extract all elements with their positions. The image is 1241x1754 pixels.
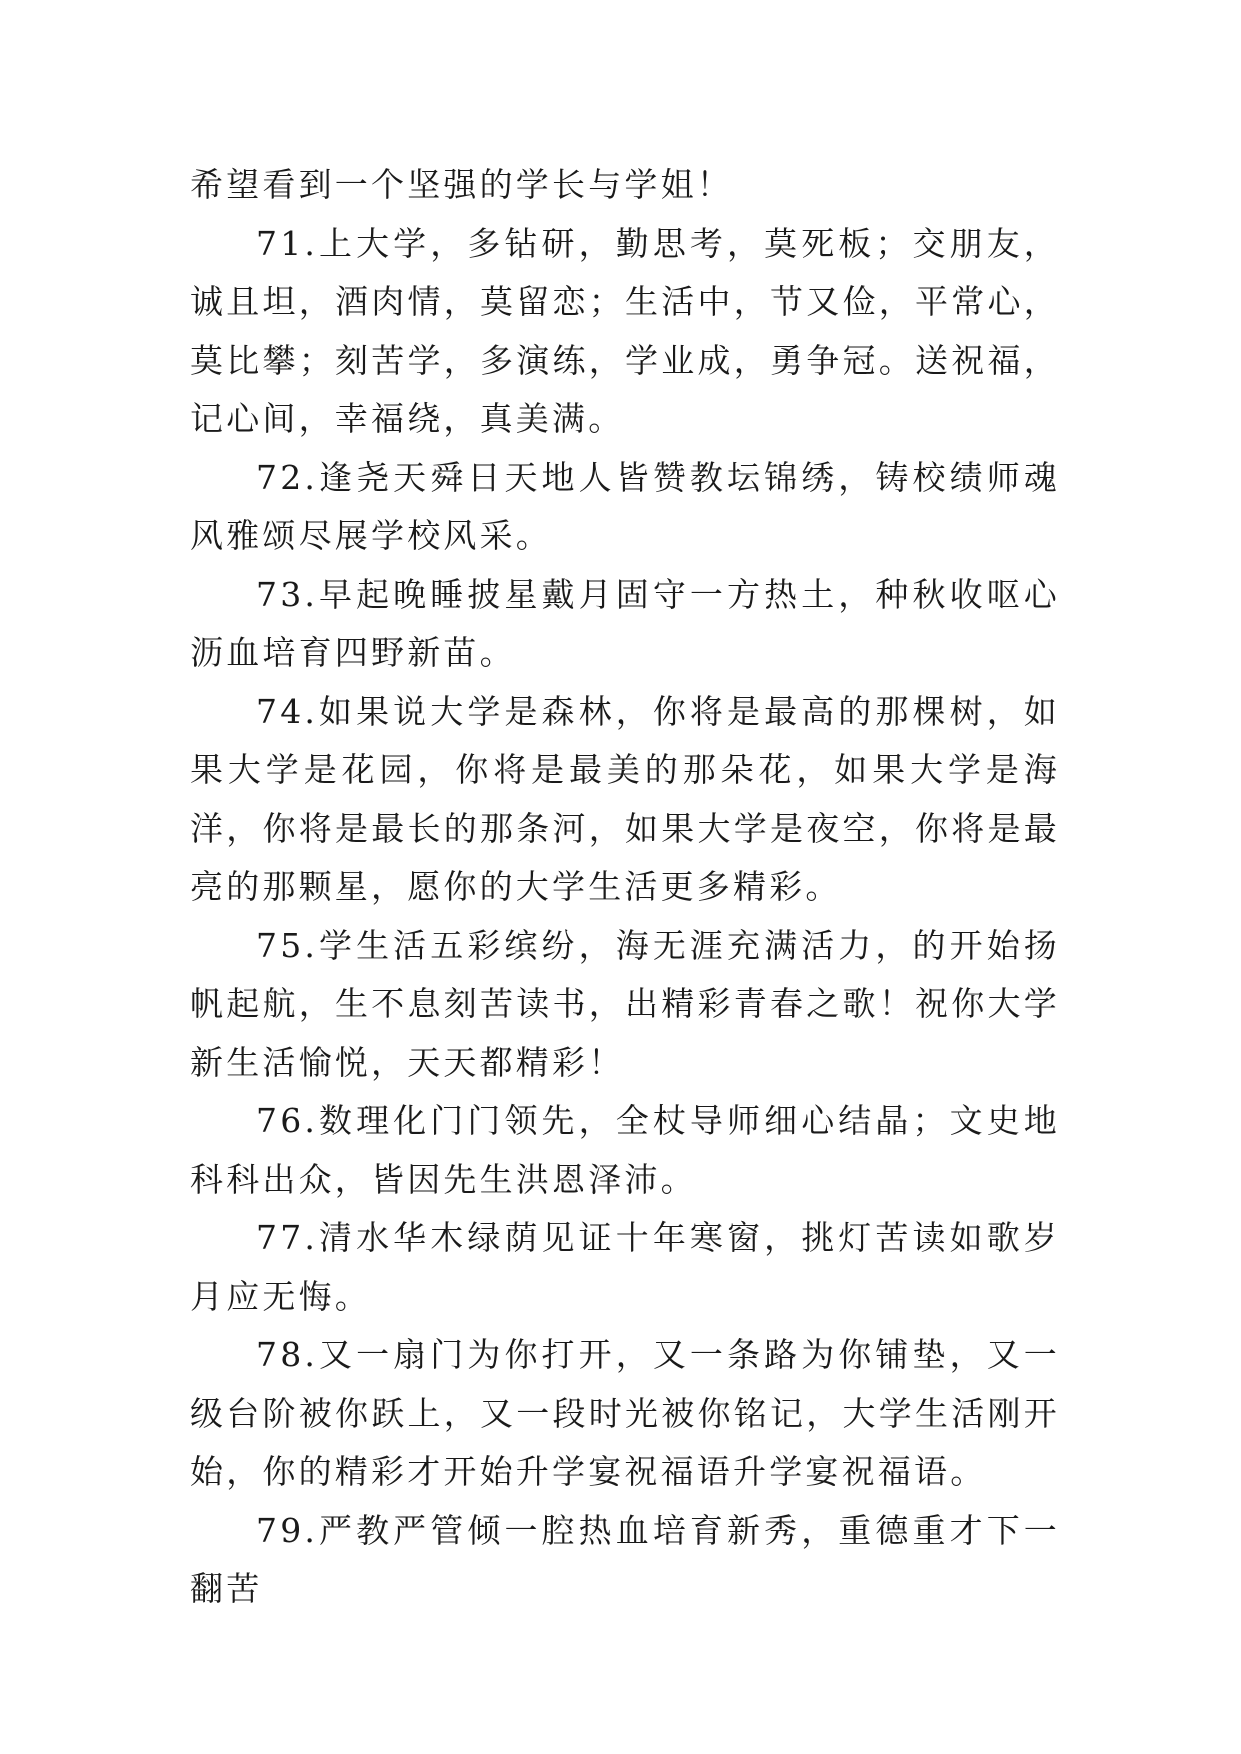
paragraph-72: 72.逢尧天舜日天地人皆赞教坛锦绣，铸校绩师魂风雅颂尽展学校风采。 <box>190 457 1060 555</box>
paragraph-77: 77.清水华木绿荫见证十年寒窗，挑灯苦读如歌岁月应无悔。 <box>190 1218 1060 1316</box>
paragraph-76: 76.数理化门门领先，全杖导师细心结晶；文史地科科出众，皆因先生洪恩泽沛。 <box>190 1101 1060 1199</box>
paragraph-75: 75.学生活五彩缤纷，海无涯充满活力，的开始扬帆起航，生不息刻苦读书，出精彩青春之歌！祝你大学新生活愉悦，天天都精彩！ <box>190 925 1060 1082</box>
document-body <box>190 156 1060 1619</box>
paragraph-continuation: 希望看到一个坚强的学长与学姐！ <box>190 165 733 204</box>
paragraph-79: 79.严教严管倾一腔热血培育新秀，重德重才下一翻苦 <box>190 1510 1060 1608</box>
paragraph-74: 74.如果说大学是森林，你将是最高的那棵树，如果大学是花园，你将是最美的那朵花，如果大学是海洋，你将是最长的那条河，如果大学是夜空，你将是最亮的那颗星，愿你的大学生活更多精彩。 <box>190 691 1060 906</box>
paragraph-73: 73.早起晚睡披星戴月固守一方热土，种秋收呕心沥血培育四野新苗。 <box>190 574 1060 672</box>
paragraph-78: 78.又一扇门为你打开，又一条路为你铺垫，又一级台阶被你跃上，又一段时光被你铭记，大学生活刚开始，你的精彩才开始升学宴祝福语升学宴祝福语。 <box>190 1335 1060 1491</box>
paragraph-71: 71.上大学，多钻研，勤思考，莫死板；交朋友，诚且坦，酒肉情，莫留恋；生活中，节又俭，平常心，莫比攀；刻苦学，多演练，学业成，勇争冠。送祝福，记心间，幸福绕，真美满。 <box>190 223 1060 438</box>
